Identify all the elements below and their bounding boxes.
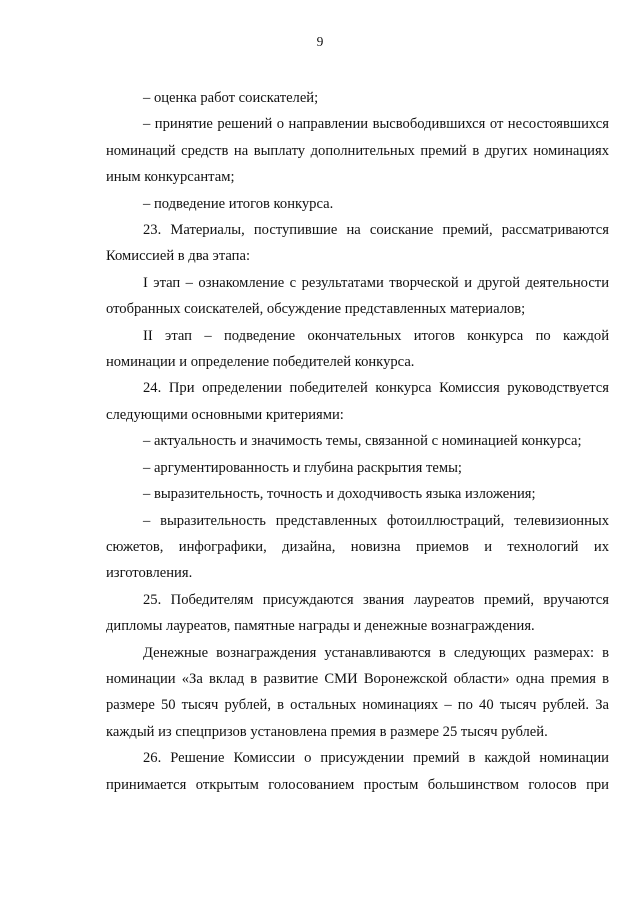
paragraph-stage-2: II этап – подведение окончательных итогов конкурса по каждой номинации и определение победителей конкурса. [106, 327, 609, 371]
paragraph-summing-up: – подведение итогов конкурса. [143, 195, 334, 212]
paragraph-25-winners: 25. Победителям присуждаются звания лауреатов премий, вручаются дипломы лауреатов, памятные награды и денежные вознаграждения. [106, 591, 609, 635]
paragraph-26-decision: 26. Решение Комиссии о присуждении премий в каждой номинации принимается открытым голосованием простым большинством голосов при [106, 750, 609, 793]
paragraph-monetary-rewards: Денежные вознаграждения устанавливаются в следующих размерах: в номинации «За вклад в развитие СМИ Воронежской области» одна премия в размере 50 тысяч рублей, в остальных номинациях – по 40 тысяч рублей. За каждый из спецпризов установлена премия в размере 25 тысяч рублей. [106, 644, 609, 740]
paragraph-decision-funds: – принятие решений о направлении высвободившихся от несостоявшихся номинаций средств на выплату дополнительных премий в других номинациях иным конкурсантам; [106, 116, 609, 186]
criterion-visuals: – выразительность представленных фотоиллюстраций, телевизионных сюжетов, инфографики, дизайна, новизна приемов и технологий их изготовления. [106, 512, 609, 582]
page-number: 9 [316, 34, 324, 49]
paragraph-23-materials: 23. Материалы, поступившие на соискание премий, рассматриваются Комиссией в два этапа: [106, 222, 609, 265]
paragraph-stage-1: I этап – ознакомление с результатами творческой и другой деятельности отобранных соискателей, обсуждение представленных материалов; [106, 274, 609, 318]
criterion-relevance: – актуальность и значимость темы, связанной с номинацией конкурса; [143, 433, 582, 450]
criterion-expressiveness: – выразительность, точность и доходчивость языка изложения; [143, 486, 536, 503]
paragraph-evaluation: – оценка работ соискателей; [143, 90, 319, 106]
criterion-argumentation: – аргументированность и глубина раскрытия темы; [143, 459, 462, 476]
paragraph-24-criteria: 24. При определении победителей конкурса Комиссия руководствуется следующими основными критериями: [106, 380, 609, 423]
document-body [106, 85, 609, 798]
